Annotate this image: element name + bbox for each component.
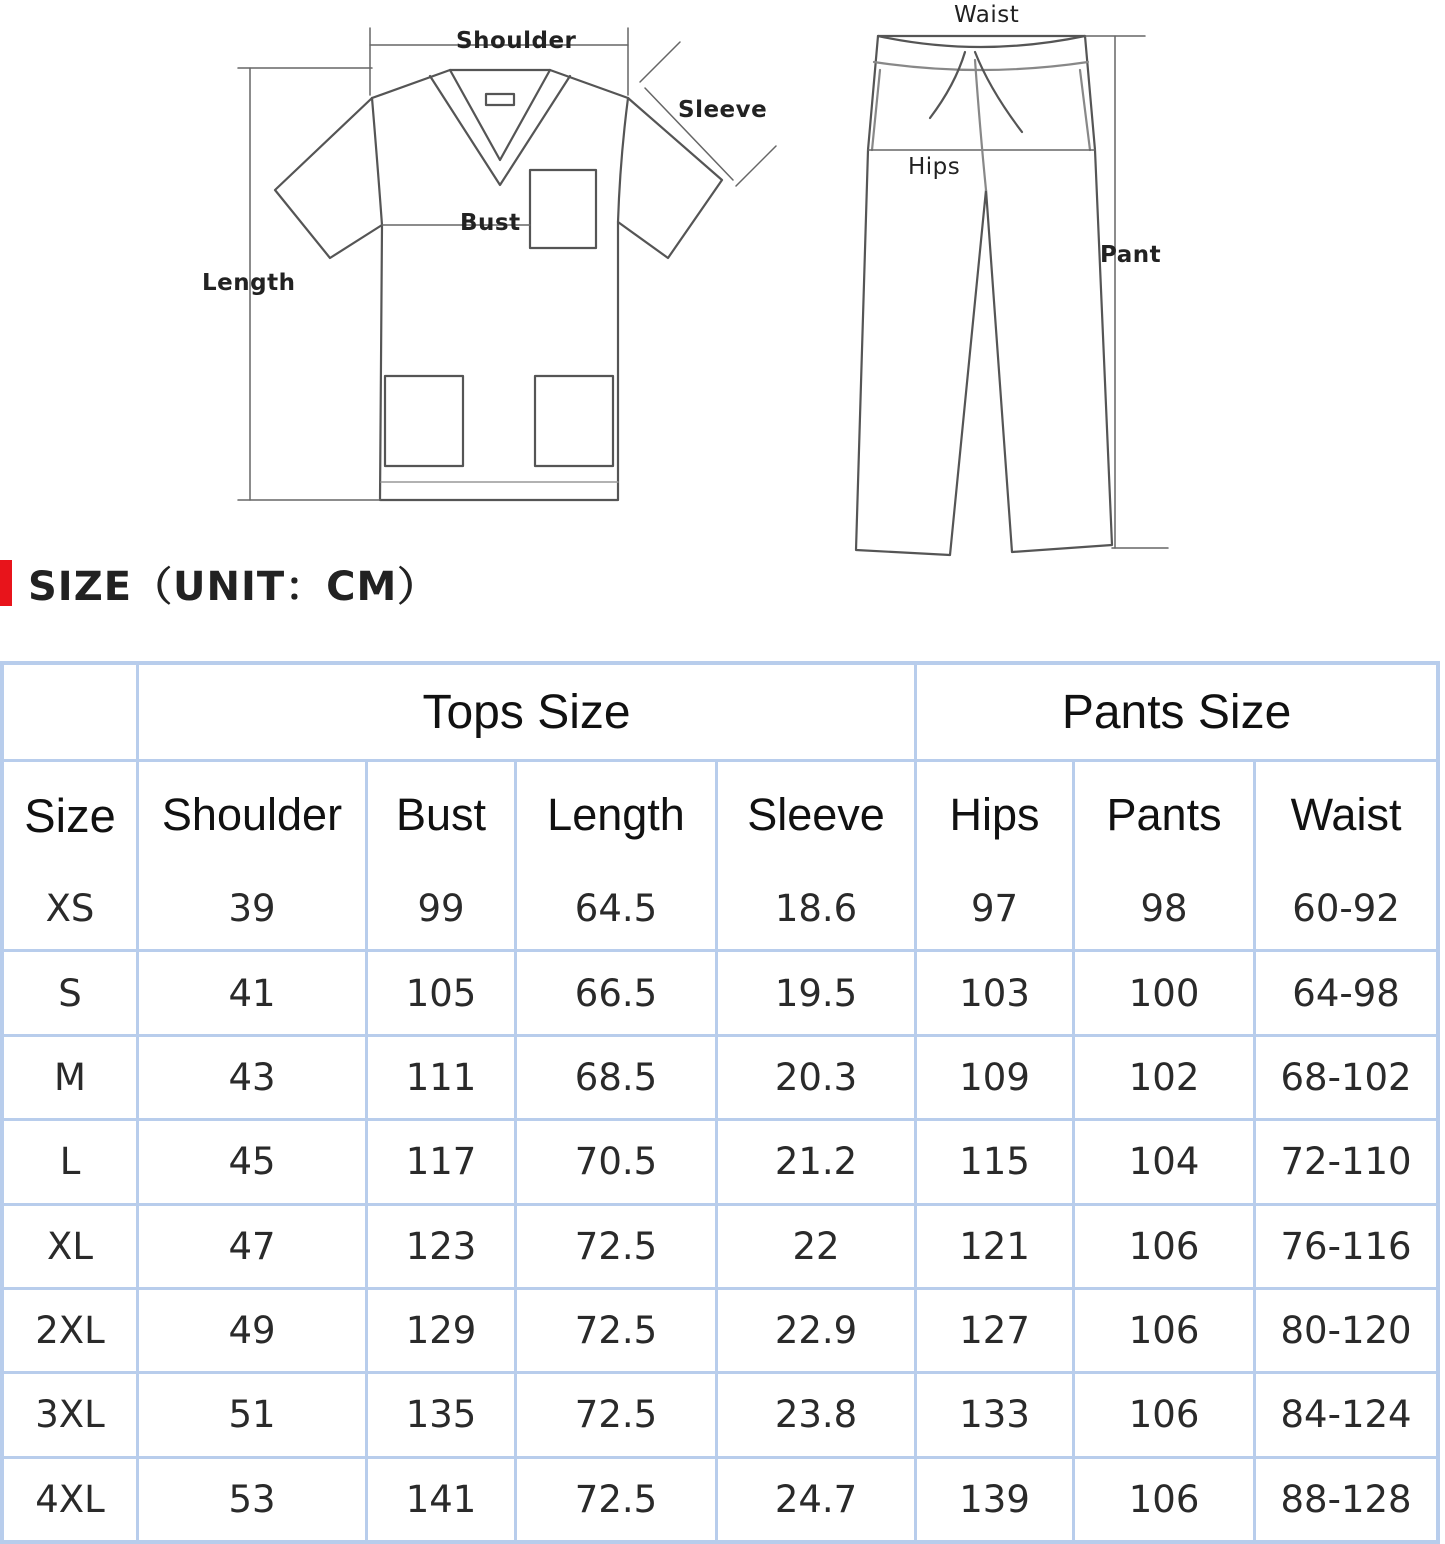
cell-waist: 68-102 (1256, 1037, 1436, 1121)
column-header-bust: Bust (368, 762, 517, 868)
cell-size: 3XL (4, 1374, 139, 1458)
cell-bust: 99 (368, 868, 517, 952)
cell-waist: 88-128 (1280, 1477, 1412, 1521)
pants-size-header: Pants Size (917, 665, 1436, 762)
cell-waist: 80-120 (1256, 1290, 1436, 1374)
heading-accent-bar (0, 560, 12, 606)
cell-sleeve: 22.9 (718, 1290, 917, 1374)
cell-hips: 139 (917, 1459, 1075, 1540)
cell-shoulder: 39 (139, 868, 368, 952)
cell-length: 72.5 (517, 1290, 718, 1374)
cell-bust: 129 (368, 1290, 517, 1374)
cell-hips: 133 (917, 1374, 1075, 1458)
column-header-size: Size (4, 762, 139, 868)
measurement-diagram (0, 0, 1445, 560)
cell-bust: 141 (368, 1459, 517, 1540)
table-row (4, 1121, 1436, 1205)
cell-pants: 100 (1075, 952, 1256, 1036)
cell-hips: 97 (917, 868, 1075, 952)
cell-sleeve: 22 (718, 1206, 917, 1290)
cell-length: 66.5 (517, 952, 718, 1036)
table-row (4, 1374, 1436, 1458)
table-row (4, 1290, 1436, 1374)
column-header-row (4, 762, 1436, 868)
cell-pants: 106 (1075, 1459, 1256, 1540)
pants-drawing (856, 36, 1112, 555)
length-label: Length (202, 270, 296, 296)
cell-pants: 106 (1075, 1374, 1256, 1458)
table-row (4, 1459, 1436, 1540)
table-row (4, 868, 1436, 952)
table-row (4, 1037, 1436, 1121)
cell-waist: 84-124 (1256, 1374, 1436, 1458)
cell-bust: 117 (368, 1121, 517, 1205)
size-heading (0, 556, 438, 610)
size-chart-table (0, 661, 1440, 1544)
cell-sleeve: 20.3 (718, 1037, 917, 1121)
cell-waist: 76-116 (1256, 1206, 1436, 1290)
cell-hips: 115 (917, 1121, 1075, 1205)
cell-hips: 127 (917, 1290, 1075, 1374)
cell-hips: 103 (917, 952, 1075, 1036)
cell-shoulder: 49 (139, 1290, 368, 1374)
cell-waist: 72-110 (1256, 1121, 1436, 1205)
waist-label: Waist (954, 2, 1020, 28)
corner-cell (4, 665, 139, 762)
cell-size: 2XL (4, 1290, 139, 1374)
tops-size-header: Tops Size (139, 665, 917, 762)
size-heading-text: SIZE（UNIT：CM） (28, 563, 439, 610)
cell-size: M (4, 1037, 139, 1121)
cell-bust: 105 (368, 952, 517, 1036)
cell-size: L (4, 1121, 139, 1205)
cell-pants: 106 (1075, 1206, 1256, 1290)
column-header-waist: Waist (1290, 789, 1402, 840)
cell-length: 72.5 (517, 1206, 718, 1290)
cell-shoulder: 51 (139, 1374, 368, 1458)
cell-shoulder: 47 (139, 1206, 368, 1290)
cell-bust: 123 (368, 1206, 517, 1290)
cell-size: 4XL (4, 1459, 139, 1540)
group-header-row (4, 665, 1436, 762)
cell-size: S (4, 952, 139, 1036)
cell-hips: 109 (917, 1037, 1075, 1121)
cell-pants: 104 (1075, 1121, 1256, 1205)
cell-waist: 64-98 (1256, 952, 1436, 1036)
bust-label: Bust (460, 210, 521, 236)
shoulder-label: Shoulder (456, 28, 577, 54)
column-header-length: Length (517, 762, 718, 868)
size-rows (4, 868, 1436, 1540)
pant-label: Pant (1100, 242, 1162, 268)
table-row (4, 952, 1436, 1036)
cell-shoulder: 41 (139, 952, 368, 1036)
column-header-sleeve: Sleeve (718, 762, 917, 868)
column-header-shoulder: Shoulder (139, 762, 368, 868)
cell-length: 64.5 (517, 868, 718, 952)
cell-sleeve: 23.8 (718, 1374, 917, 1458)
cell-bust: 135 (368, 1374, 517, 1458)
cell-waist: 60-92 (1256, 868, 1436, 952)
cell-bust: 111 (368, 1037, 517, 1121)
cell-sleeve: 24.7 (718, 1459, 917, 1540)
cell-length: 72.5 (517, 1459, 718, 1540)
cell-size: XS (4, 868, 139, 952)
cell-length: 72.5 (517, 1374, 718, 1458)
column-header-hips: Hips (917, 762, 1075, 868)
cell-shoulder: 43 (139, 1037, 368, 1121)
cell-shoulder: 45 (139, 1121, 368, 1205)
cell-pants: 98 (1075, 868, 1256, 952)
cell-length: 68.5 (517, 1037, 718, 1121)
cell-size: XL (4, 1206, 139, 1290)
scrub-top-drawing (275, 70, 722, 500)
cell-pants: 102 (1075, 1037, 1256, 1121)
hips-label: Hips (908, 154, 961, 180)
cell-hips: 121 (917, 1206, 1075, 1290)
column-header-pants: Pants (1075, 762, 1256, 868)
cell-shoulder: 53 (139, 1459, 368, 1540)
cell-pants: 106 (1075, 1290, 1256, 1374)
cell-length: 70.5 (517, 1121, 718, 1205)
cell-sleeve: 19.5 (718, 952, 917, 1036)
sleeve-label: Sleeve (678, 97, 768, 123)
pants-measure-lines (1085, 36, 1168, 548)
cell-sleeve: 21.2 (718, 1121, 917, 1205)
table-row (4, 1206, 1436, 1290)
cell-sleeve: 18.6 (718, 868, 917, 952)
